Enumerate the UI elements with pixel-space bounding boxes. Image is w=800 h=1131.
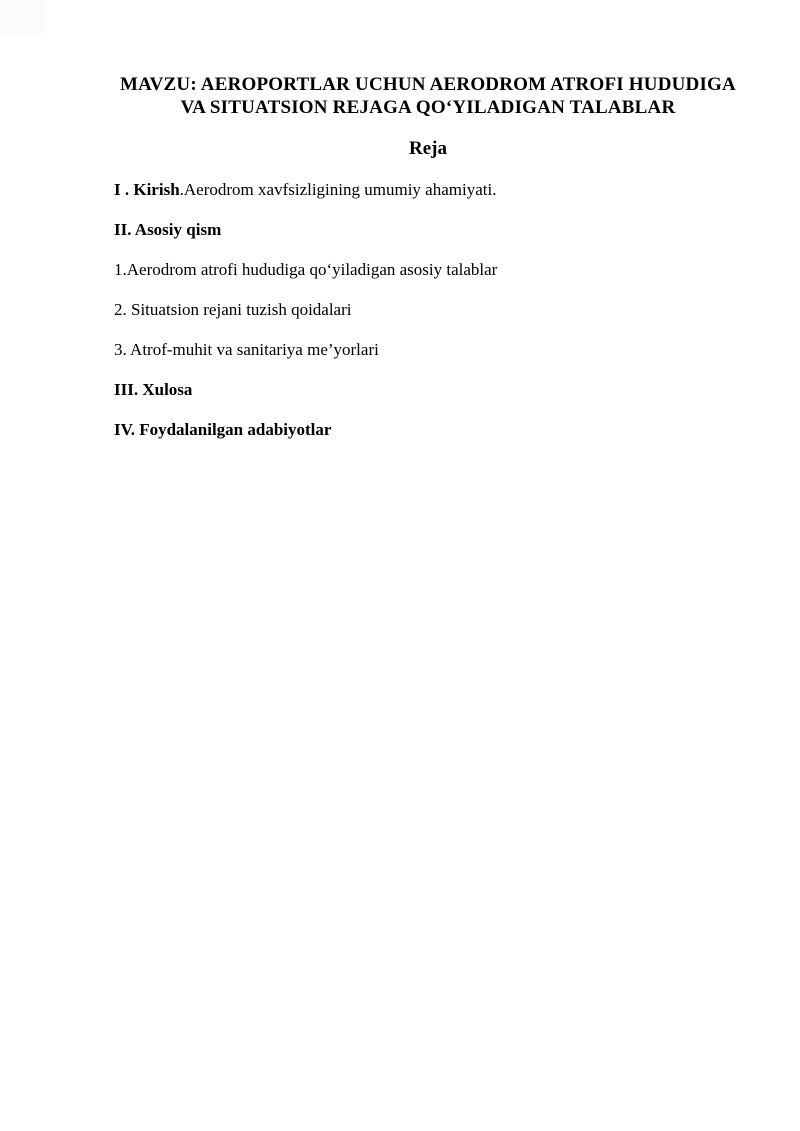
outline-list	[114, 178, 742, 441]
outline-item-heading-text: II. Asosiy qism	[114, 220, 222, 239]
outline-item-body-text: 3. Atrof-muhit va sanitariya me’yorlari	[114, 340, 379, 359]
outline-item	[114, 298, 742, 321]
plan-heading: Reja	[409, 138, 447, 159]
outline-item-body-text: 1.Aerodrom atrofi hududiga qo‘yiladigan asosiy talablar	[114, 260, 498, 279]
outline-item-body-text: .Aerodrom xavfsizligining umumiy ahamiyati.	[179, 180, 497, 199]
outline-item-body-text: 2. Situatsion rejani tuzish qoidalari	[114, 300, 352, 319]
outline-item-heading-text: IV. Foydalanilgan adabiyotlar	[114, 420, 332, 439]
document-title-line-1: MAVZU: AEROPORTLAR UCHUN AERODROM ATROFI HUDUDIGA	[120, 74, 736, 95]
outline-item	[114, 218, 742, 241]
document-content	[0, 0, 800, 441]
document-title	[114, 73, 742, 119]
outline-item-heading-text: I . Kirish	[114, 180, 180, 199]
outline-item	[114, 178, 742, 201]
document-title-line-2: VA SITUATSION REJAGA QO‘YILADIGAN TALABLAR	[180, 97, 676, 118]
page-corner-artifact	[0, 0, 46, 34]
outline-item-heading-text: III. Xulosa	[114, 380, 193, 399]
outline-item	[114, 338, 742, 361]
outline-item	[114, 418, 742, 441]
outline-item	[114, 258, 742, 281]
outline-item	[114, 378, 742, 401]
